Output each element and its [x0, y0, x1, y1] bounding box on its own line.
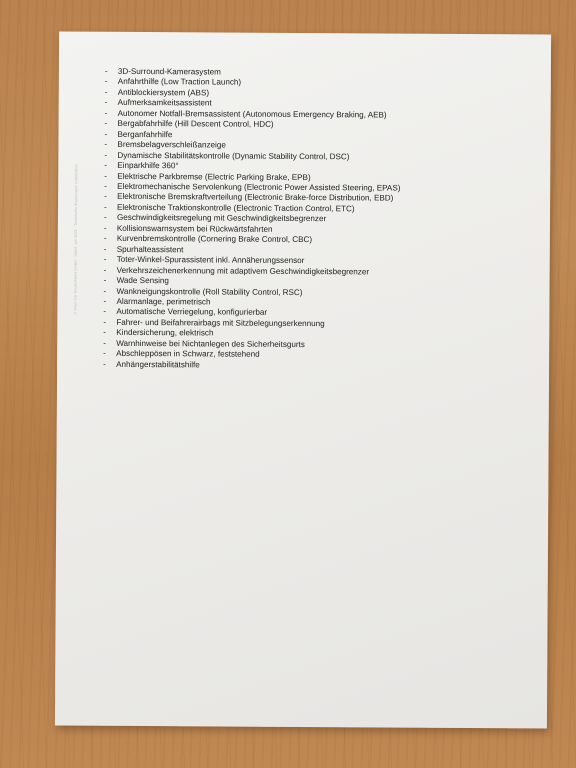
list-item-text: Warnhinweise bei Nichtanlegen des Sicherheitsgurts: [116, 338, 305, 349]
list-item-text: Einparkhilfe 360°: [117, 160, 179, 171]
bullet-dash: -: [103, 349, 106, 359]
list-item-text: Toter-Winkel-Spurassistent inkl. Annäherungssensor: [116, 255, 305, 266]
list-item-text: Bremsbelagverschleißanzeige: [117, 140, 226, 150]
bullet-dash: -: [104, 87, 108, 97]
list-item-text: Aufmerksamkeitsassistent: [117, 98, 212, 108]
bullet-dash: -: [103, 317, 107, 327]
list-item-text: Elektromechanische Servolenkung (Electronic Power Assisted Steering, EPAS): [117, 181, 401, 193]
paper-sheet: [55, 32, 551, 729]
list-item-text: Wankneigungskontrolle (Roll Stability Control, RSC): [116, 286, 303, 297]
list-item-text: 3D-Surround-Kamerasystem: [117, 66, 221, 77]
list-item-text: Anhängerstabilitätshilfe: [116, 359, 200, 370]
bullet-dash: -: [104, 181, 107, 191]
bullet-dash: -: [103, 213, 107, 223]
bullet-dash: -: [103, 296, 107, 306]
list-item-text: Elektronische Bremskraftverteilung (Electronic Brake-force Distribution, EBD): [117, 192, 394, 203]
list-item-text: Kurvenbremskontrolle (Cornering Brake Control, CBC): [116, 234, 313, 245]
list-item-text: Kollisionswarnsystem bei Rückwärtsfahrten: [116, 223, 273, 234]
bullet-dash: -: [103, 286, 107, 296]
bullet-dash: -: [103, 359, 106, 369]
side-copyright-note: © Volvo Car Deutschland GmbH · Stand: Juli 2022 · Technische Änderungen vorbehalten: [73, 164, 79, 315]
list-item-text: Bergabfahrhilfe (Hill Descent Control, HDC): [117, 119, 274, 130]
list-item-text: Abschleppösen in Schwarz, feststehend: [116, 349, 260, 359]
list-item-text: Anfahrthilfe (Low Traction Launch): [117, 77, 242, 88]
bullet-dash: -: [103, 265, 107, 275]
feature-list: [103, 67, 531, 373]
list-item-text: Elektrische Parkbremse (Electric Parking Brake, EPB): [117, 171, 311, 182]
bullet-dash: -: [104, 129, 108, 139]
list-item-text: Spurhalteassistent: [116, 244, 184, 254]
bullet-dash: -: [103, 234, 107, 244]
bullet-dash: -: [104, 108, 108, 118]
bullet-dash: -: [103, 307, 107, 317]
bullet-dash: -: [104, 150, 108, 160]
list-item-text: Dynamische Stabilitätskontrolle (Dynamic Stability Control, DSC): [117, 150, 350, 161]
list-item-text: Kindersicherung, elektrisch: [116, 328, 214, 338]
list-item-text: Alarmanlage, perimetrisch: [116, 296, 211, 307]
list-item-text: Wade Sensing: [116, 275, 169, 286]
bullet-dash: -: [104, 160, 108, 170]
list-item: [103, 359, 529, 372]
list-item-text: Fahrer- und Beifahrerairbags mit Sitzbelegungserkennung: [116, 317, 325, 329]
list-item-text: Berganfahrhilfe: [117, 129, 173, 139]
bullet-dash: -: [103, 328, 107, 338]
list-item-text: Autonomer Notfall-Bremsassistent (Autonomous Emergency Braking, AEB): [117, 108, 387, 120]
bullet-dash: -: [103, 338, 106, 348]
bullet-dash: -: [104, 139, 108, 149]
list-item-text: Elektronische Traktionskontrolle (Electronic Traction Control, ETC): [117, 202, 355, 214]
bullet-dash: -: [104, 171, 107, 181]
list-item-text: Geschwindigkeitsregelung mit Geschwindigkeitsbegrenzer: [116, 213, 327, 224]
bullet-dash: -: [104, 66, 108, 76]
list-item-text: Antiblockiersystem (ABS): [117, 87, 210, 98]
bullet-dash: -: [103, 223, 107, 233]
list-item-text: Automatische Verriegelung, konfigurierbar: [116, 307, 268, 318]
bullet-dash: -: [104, 192, 107, 202]
bullet-dash: -: [104, 119, 108, 129]
bullet-dash: -: [103, 254, 107, 264]
bullet-dash: -: [103, 275, 107, 285]
bullet-dash: -: [104, 98, 108, 108]
bullet-dash: -: [104, 77, 108, 87]
bullet-dash: -: [103, 244, 107, 254]
bullet-dash: -: [104, 202, 107, 212]
list-item-text: Verkehrszeichenerkennung mit adaptivem Geschwindigkeitsbegrenzer: [116, 265, 370, 277]
